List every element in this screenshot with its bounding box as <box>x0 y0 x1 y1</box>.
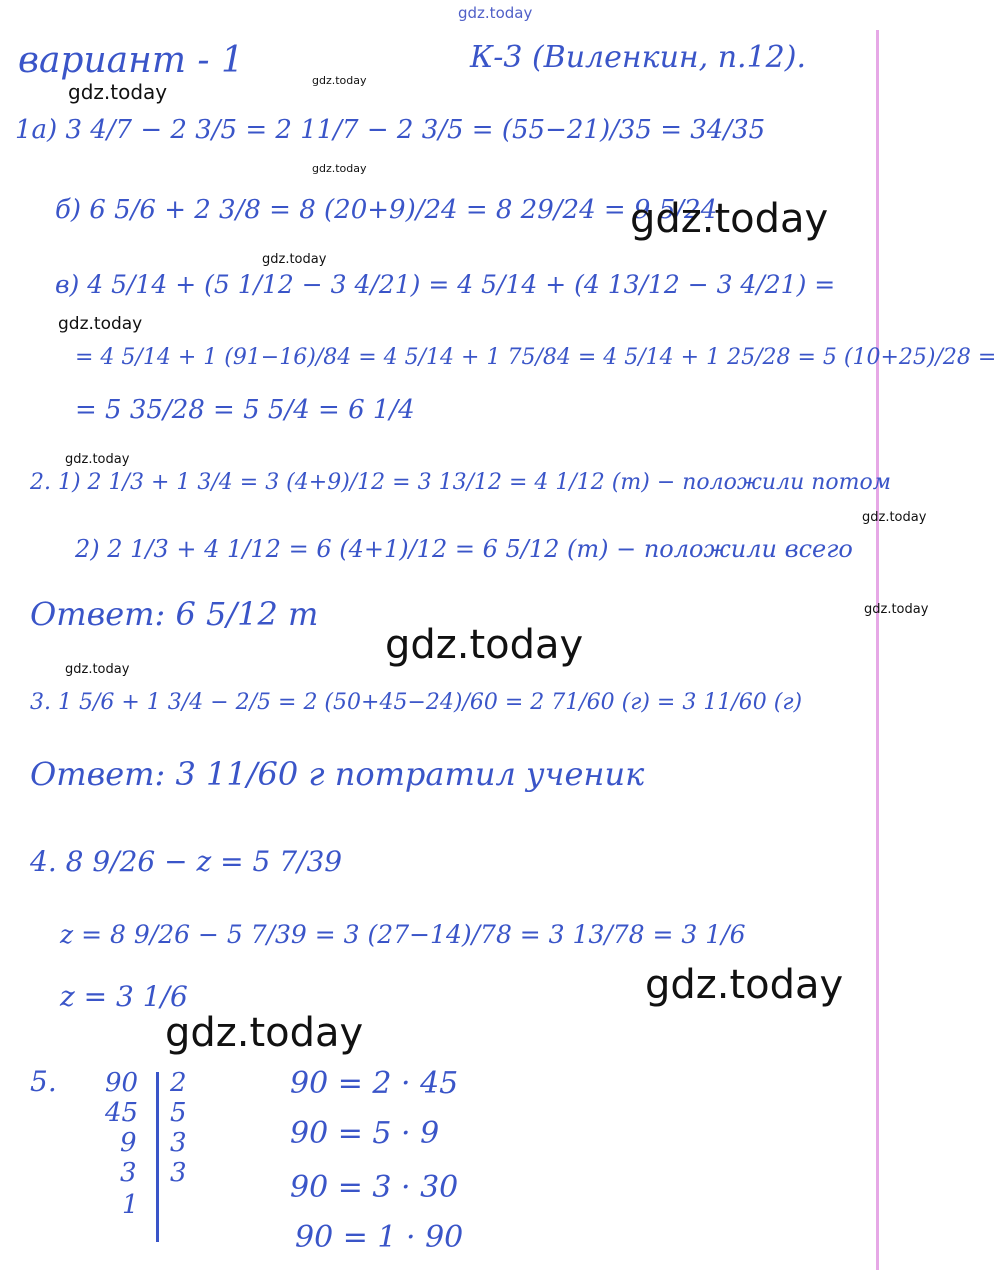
task1-v-line3: = 5 35/28 = 5 5/4 = 6 1/4 <box>75 395 415 425</box>
task2-line1: 2. 1) 2 1/3 + 1 3/4 = 3 (4+9)/12 = 3 13/12 = 4 1/12 (т) − положили потом <box>30 470 892 495</box>
task3-answer: Ответ: 3 11/60 г потратил ученик <box>30 755 645 793</box>
task5-label: 5. <box>30 1065 57 1098</box>
task4-line3: z = 3 1/6 <box>60 980 188 1013</box>
task1-v-line2: = 4 5/14 + 1 (91−16)/84 = 4 5/14 + 1 75/84 = 4 5/14 + 1 25/28 = 5 (10+25)/28 = <box>75 345 997 370</box>
watermark-small: gdz.today <box>262 252 327 267</box>
factor-right-2: 3 <box>170 1128 187 1158</box>
task2-answer: Ответ: 6 5/12 т <box>30 595 319 633</box>
factor-left-0: 90 <box>105 1068 139 1098</box>
task1-a: 1а) 3 4/7 − 2 3/5 = 2 11/7 − 2 3/5 = (55−21)/35 = 34/35 <box>15 115 766 145</box>
watermark-small: gdz.today <box>862 510 927 525</box>
watermark-top: gdz.today <box>458 4 533 22</box>
task5-eq1: 90 = 2 · 45 <box>290 1066 459 1101</box>
watermark-small: gdz.today <box>864 602 929 617</box>
task4-line1: 4. 8 9/26 − z = 5 7/39 <box>30 845 343 878</box>
watermark-small: gdz.today <box>65 662 130 677</box>
factor-right-1: 5 <box>170 1098 187 1128</box>
watermark-large: gdz.today <box>645 962 844 1008</box>
watermark-large: gdz.today <box>630 196 829 242</box>
task4-line2: z = 8 9/26 − 5 7/39 = 3 (27−14)/78 = 3 13/78 = 3 1/6 <box>60 920 746 949</box>
task5-eq2: 90 = 5 · 9 <box>290 1116 440 1151</box>
margin-line <box>876 30 879 1270</box>
watermark-small: gdz.today <box>312 74 367 87</box>
factor-left-3: 3 <box>120 1158 137 1188</box>
watermark-large: gdz.today <box>165 1010 364 1056</box>
factor-left-4: 1 <box>122 1190 139 1220</box>
source-title: К-3 (Виленкин, п.12). <box>470 40 807 75</box>
task1-b: б) 6 5/6 + 2 3/8 = 8 (20+9)/24 = 8 29/24 = 9 5/24 <box>55 195 718 225</box>
watermark-small: gdz.today <box>65 452 130 467</box>
watermark-small: gdz.today <box>58 314 143 334</box>
task5-eq3: 90 = 3 · 30 <box>290 1170 459 1205</box>
factor-left-2: 9 <box>120 1128 137 1158</box>
watermark-small: gdz.today <box>312 162 367 175</box>
task2-line2: 2) 2 1/3 + 4 1/12 = 6 (4+1)/12 = 6 5/12 (т) − положили всего <box>75 535 853 563</box>
task5-eq4: 90 = 1 · 90 <box>295 1220 464 1255</box>
watermark-small: gdz.today <box>68 80 168 104</box>
variant-title: вариант - 1 <box>18 40 244 81</box>
task1-v-line1: в) 4 5/14 + (5 1/12 − 3 4/21) = 4 5/14 + (4 13/12 − 3 4/21) = <box>55 270 836 299</box>
task3-line1: 3. 1 5/6 + 1 3/4 − 2/5 = 2 (50+45−24)/60 = 2 71/60 (г) = 3 11/60 (г) <box>30 690 803 715</box>
factor-left-1: 45 <box>105 1098 139 1128</box>
factor-divider <box>156 1072 159 1242</box>
watermark-large: gdz.today <box>385 622 584 668</box>
factor-right-0: 2 <box>170 1068 187 1098</box>
factor-right-3: 3 <box>170 1158 187 1188</box>
